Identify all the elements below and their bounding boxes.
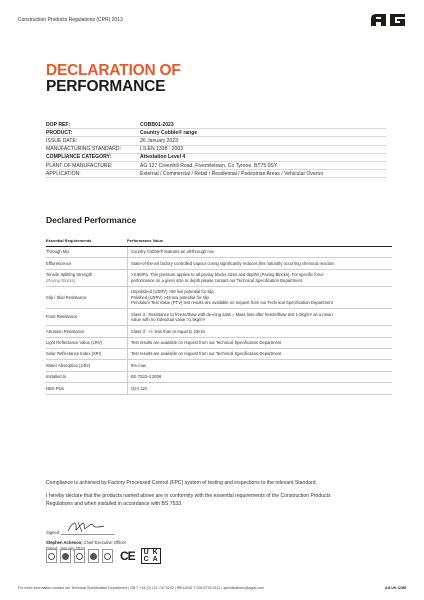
certification-badge-icon (102, 549, 113, 563)
info-row (46, 146, 386, 154)
requirement-cell (46, 270, 127, 286)
requirement-label: Slip / Skid Resistance (46, 294, 87, 300)
info-key: ISSUE DATE: (46, 137, 78, 144)
signed-line (46, 530, 115, 535)
performance-value-cell (127, 287, 392, 309)
requirement-cell (46, 383, 127, 393)
performance-value-cell (127, 247, 392, 257)
table-row (46, 360, 392, 371)
table-header (46, 238, 392, 247)
info-row (46, 170, 386, 178)
badge-ring-icon (104, 553, 111, 560)
compliance-statement: Compliance is achieved by Factory Processed Control (FPC) system of testing and inspections to the relevant Standard. (46, 480, 317, 486)
performance-value-line: Country Cobble® features an all-through mix (131, 249, 214, 255)
performance-value-cell (127, 360, 392, 370)
table-row (46, 287, 392, 310)
page-title (46, 63, 181, 95)
badge-ring-icon (62, 553, 69, 560)
requirement-label: Tensile Splitting Strength (46, 272, 93, 278)
performance-table (46, 238, 392, 395)
info-key: COMPLIANCE CATEGORY: (46, 154, 112, 161)
info-row (46, 162, 386, 170)
performance-value-cell (127, 349, 392, 359)
ag-logo-icon (370, 13, 406, 27)
title-line-1: DECLARATION OF (46, 62, 181, 79)
performance-value-line: Unpolished (USRV) >60 low potential for slip (131, 289, 214, 295)
ce-mark: CE (120, 549, 135, 563)
requirement-cell (46, 247, 127, 257)
info-value: COBB01-2023 (140, 121, 174, 128)
table-row (46, 247, 392, 258)
performance-value-cell (127, 270, 392, 286)
info-value: Country Cobble® range (140, 129, 198, 136)
info-value: Attestation Level 4 (140, 154, 186, 161)
info-value: External / Commercial / Retail / Residential / Pedestrian Areas / Vehicular Overun (140, 170, 324, 177)
performance-value-line: Class 3 : Resistance to freeze/thaw with de-icing salts = Mass loss after freeze/thaw test 1.0kg/m² as a mean (131, 311, 333, 317)
info-key: APPLICATION: (46, 170, 81, 177)
ukca-letter: U (143, 549, 149, 556)
performance-value-cell (127, 338, 392, 348)
requirement-cell (46, 258, 127, 268)
performance-value-line: Test results are available on request from our Technical Specification Department (131, 340, 282, 346)
declaration-line: I hereby declare that the products named above are in conformity with the essential requirements of the Construction Products (46, 493, 331, 499)
performance-value-line: 6% max (131, 362, 147, 368)
performance-value-line: Polished (USRV) >45 low potential for slip (131, 294, 209, 300)
requirement-label: Installed to (46, 374, 67, 380)
signature-underline (61, 531, 115, 535)
title-line-2: PERFORMANCE (46, 78, 166, 95)
info-key: PLANT OF MANUFACTURE: (46, 162, 113, 169)
table-row (46, 349, 392, 360)
info-value: AG 127 Creenhill Road, Fivemiletown, Co Tyrone. BT75 0SY (140, 162, 278, 169)
table-row (46, 372, 392, 383)
performance-value-line: BS 7533-4:2006 (131, 374, 162, 380)
signer-date: Dated, January 2023 (46, 546, 85, 551)
badge-ring-icon (48, 553, 55, 560)
badge-ring-icon (76, 553, 83, 560)
info-value: 26 January 2023 (140, 137, 178, 144)
performance-value-line: value with no individual value >1.5kg/m² (131, 317, 206, 323)
table-body (46, 247, 392, 395)
header-essential-requirements: Essential Requirements (46, 238, 92, 243)
ukca-letter: K (152, 549, 158, 556)
info-key: PRODUCT: (46, 129, 73, 136)
product-info-table (46, 121, 386, 178)
ukca-mark (141, 548, 161, 564)
performance-value-line: >3.6MPa. This pressure applies to all paving blocks sizes and depths (Paving Blocks). For specific force (131, 272, 324, 278)
performance-value-cell (127, 372, 392, 382)
requirement-cell (46, 349, 127, 359)
certification-badge-icon (46, 549, 57, 563)
table-row (46, 383, 392, 394)
requirement-cell (46, 292, 127, 302)
ukca-letter: C (143, 556, 149, 563)
requirement-label: Water Absorption (24hr) (46, 362, 91, 368)
table-row (46, 270, 392, 287)
info-key: MANUFACTURING STANDARD: (46, 146, 121, 153)
certification-badge-icon (88, 549, 99, 563)
requirement-cell (46, 360, 127, 370)
footer (18, 586, 406, 590)
requirement-label: Through Mix (46, 249, 70, 255)
info-row (46, 137, 386, 145)
table-row (46, 326, 392, 337)
performance-value-line: Class 3 : +/- less than or equal to 23mm (131, 328, 206, 334)
table-row (46, 338, 392, 349)
certification-badge-icon (60, 549, 71, 563)
info-row (46, 154, 386, 162)
requirement-label: Frost Resistance (46, 314, 78, 320)
requirement-cell (46, 326, 127, 336)
info-row (46, 121, 386, 129)
certification-badge-icon (74, 549, 85, 563)
certification-marks (46, 548, 161, 564)
requirement-label: Light Reflectance Value (LRV) (46, 340, 102, 346)
section-heading: Declared Performance (46, 215, 137, 225)
performance-value-cell (127, 326, 392, 336)
declaration-line: Regulations and when installed in accordance with BS 7533. (46, 501, 183, 507)
performance-value-line: Test results are available on request from our Technical Specification Department (131, 351, 282, 357)
performance-value-cell (127, 383, 392, 393)
table-row (46, 309, 392, 326)
info-key: DOP REF: (46, 121, 71, 128)
header-regulation-text: Construction Products Regulations (CPR) 2013 (18, 17, 123, 23)
performance-value-cell (127, 309, 392, 325)
signer-name: Stephen Acheson, (46, 540, 83, 545)
requirement-cell (46, 372, 127, 382)
performance-value-line: State-of-the-art factory controlled vapour curing significantly reduces this naturally occurring chemical reaction (131, 260, 335, 266)
signed-label: Signed (46, 530, 60, 535)
info-value: I.S.EN 1338 : 2003 (140, 146, 184, 153)
requirement-label: Abrasion Resistance (46, 328, 85, 334)
performance-value-line: Q24 110 (131, 385, 147, 391)
requirement-cell (46, 338, 127, 348)
declaration-statement (46, 492, 386, 508)
footer-website-link[interactable]: AG.UK.COM (385, 586, 406, 590)
signer-role: Chief Executive Officer (82, 540, 127, 545)
requirement-label: Efflorescence (46, 260, 72, 266)
footer-contact: For more information contact our Technical Specification Department | GB T +44 (0) 121 747 0202 | IRELAND T 028 8776 0312 | specifications@aguk.com (18, 586, 265, 590)
requirement-cell (46, 312, 127, 322)
performance-value-line: Pendulum Test Value (PTV) test results are available on request from our Technical Specification Department (131, 300, 333, 306)
requirement-label: Solar Reflectance Index (SRI) (46, 351, 102, 357)
ag-logo (370, 13, 406, 27)
performance-value-cell (127, 258, 392, 268)
ukca-letter: A (152, 556, 158, 563)
requirement-sublabel: (Paving Blocks) (46, 277, 76, 283)
performance-value-line: performance on a given size or depth please contact our Technical Specification Department (131, 277, 303, 283)
requirement-label: NBS Plus (46, 385, 64, 391)
header-performance-value: Performance Value (127, 238, 164, 243)
badge-ring-icon (90, 553, 97, 560)
info-row (46, 129, 386, 137)
table-row (46, 258, 392, 269)
